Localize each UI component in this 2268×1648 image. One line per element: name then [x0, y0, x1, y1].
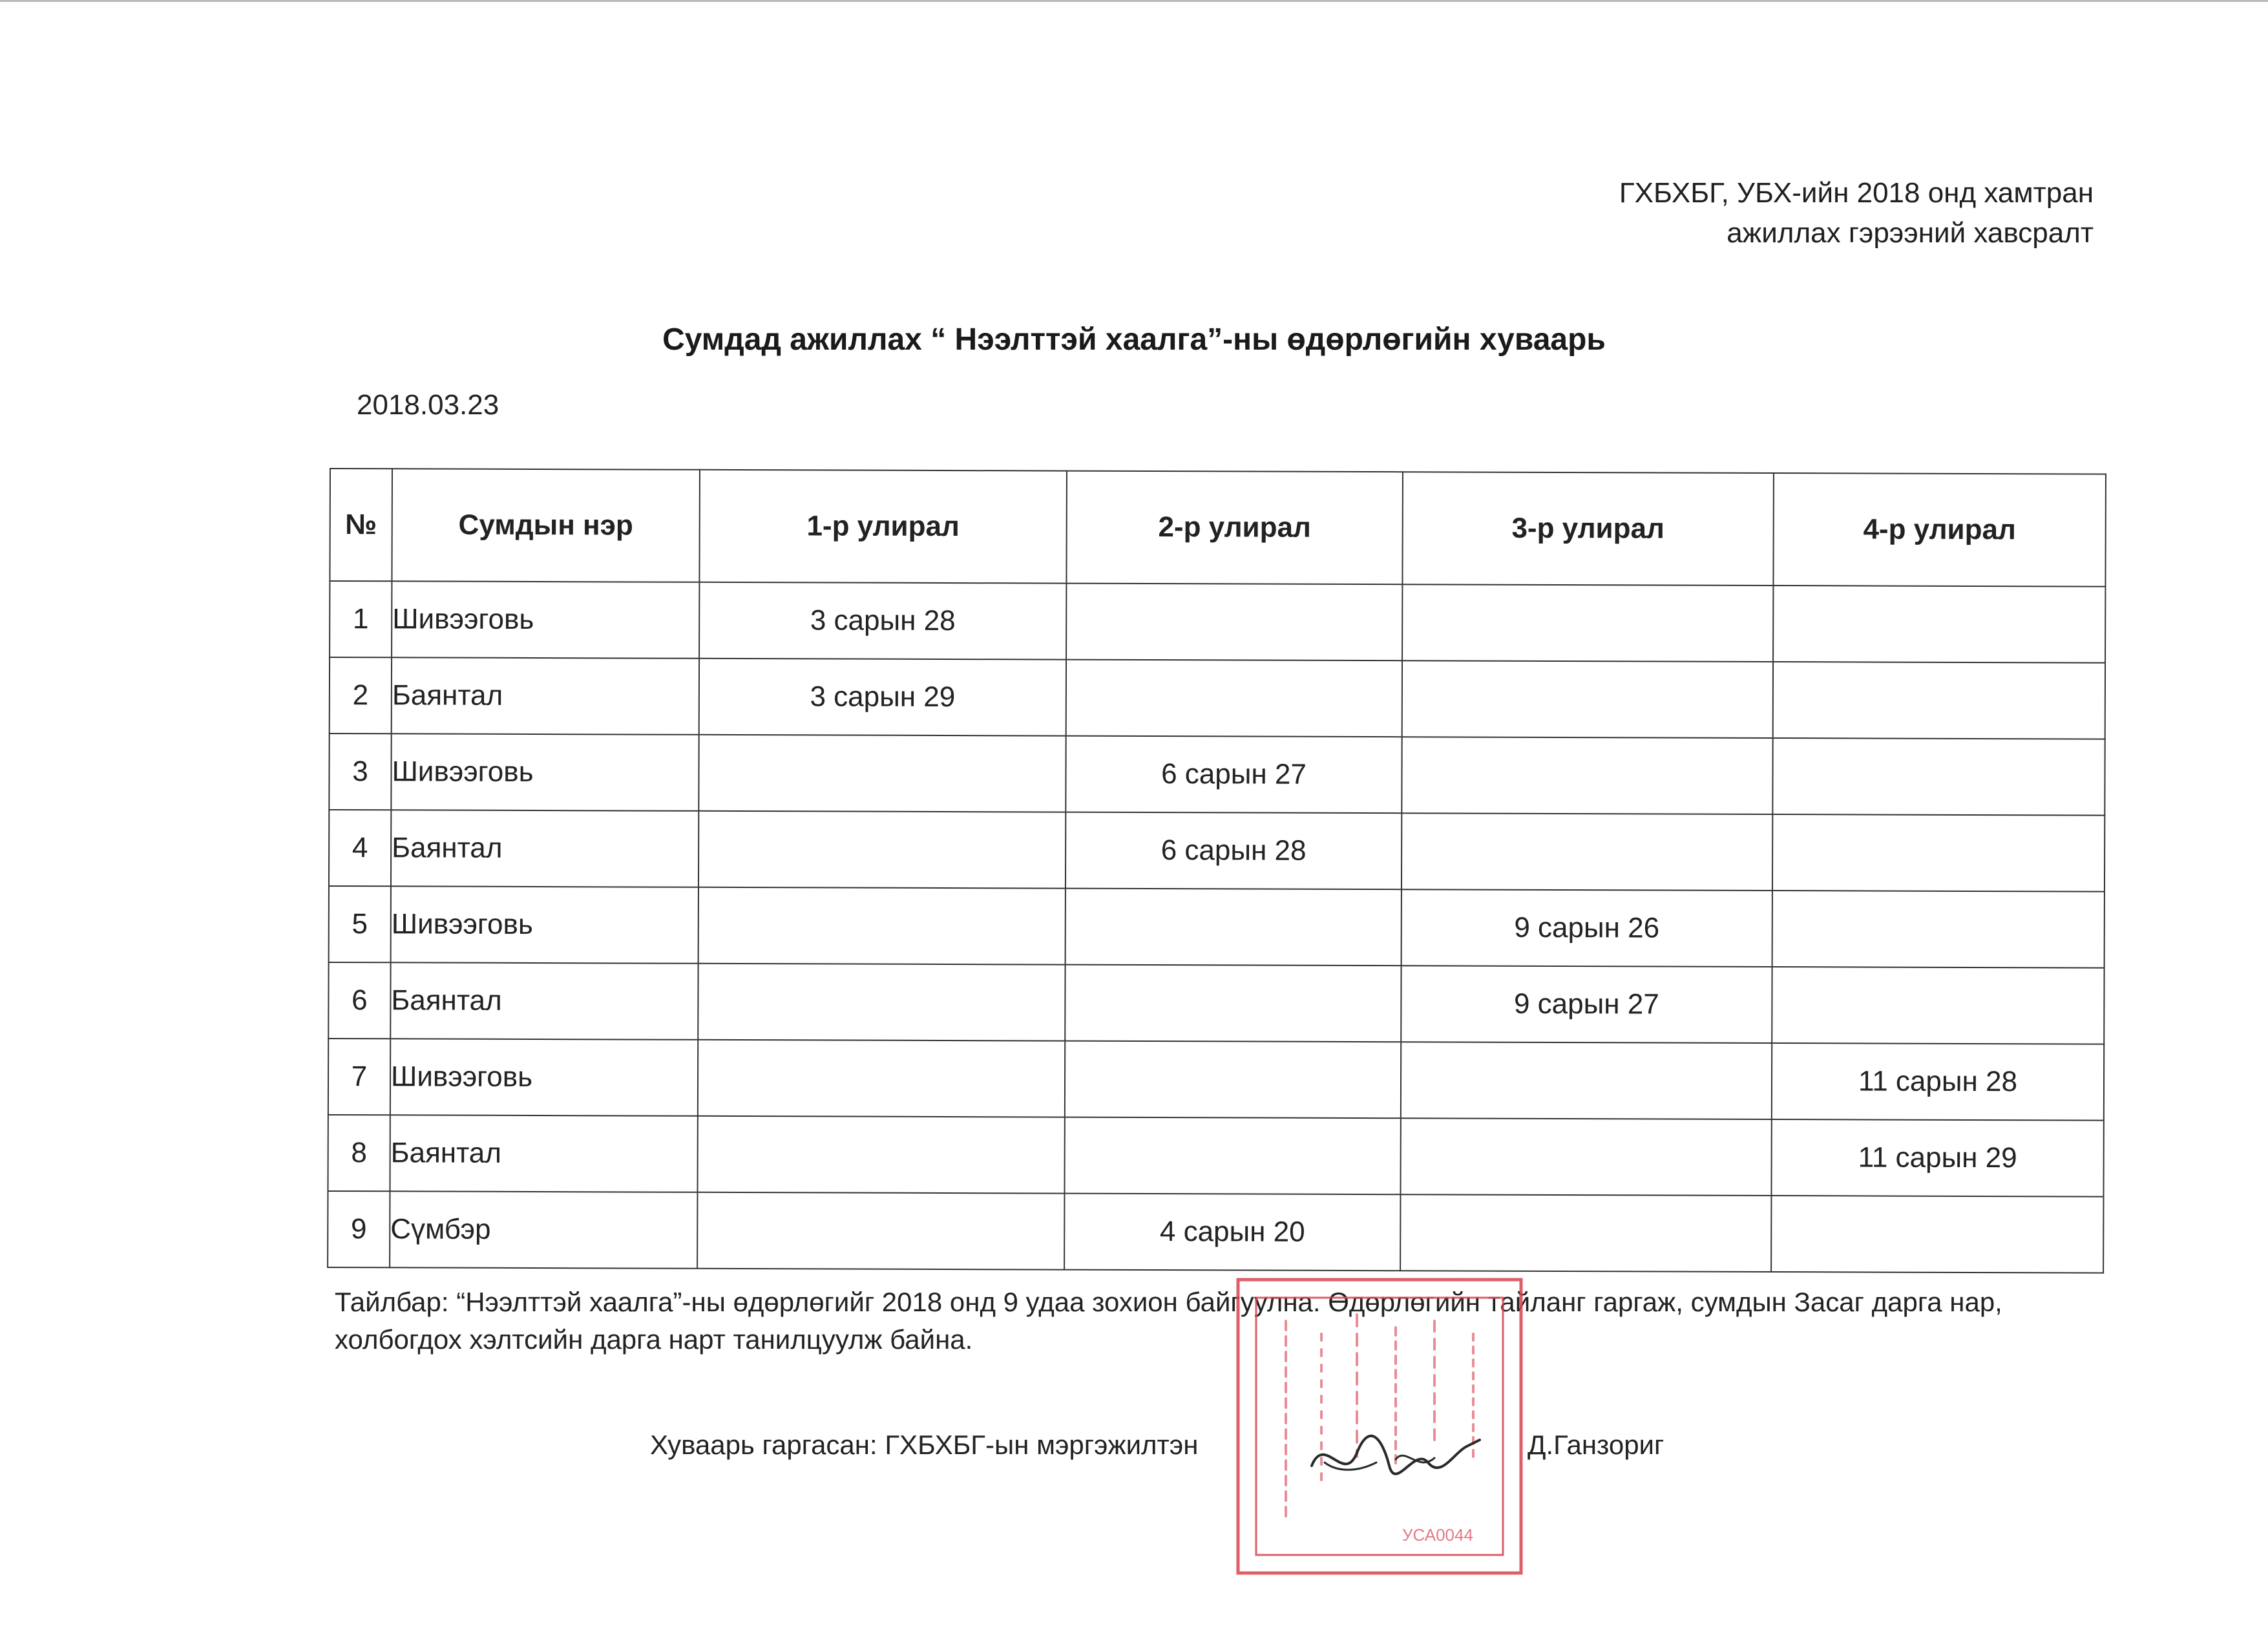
table-row — [329, 886, 2105, 968]
appendix-note-line1: ГХБХБГ, УБХ-ийн 2018 онд хамтран — [1619, 177, 2094, 209]
quarter-1-date — [698, 964, 1065, 1041]
quarter-2-date — [1064, 1117, 1400, 1195]
table-row — [330, 581, 2105, 663]
stamp-code: УСА0044 — [1402, 1525, 1473, 1545]
row-number: 1 — [330, 581, 392, 657]
table-row — [329, 810, 2105, 892]
quarter-3-date — [1402, 737, 1772, 814]
quarter-3-date — [1402, 584, 1773, 662]
soum-name: Баянтал — [392, 657, 699, 734]
soum-name: Баянтал — [390, 962, 698, 1039]
soum-name: Баянтал — [390, 1115, 697, 1192]
quarter-1-date — [698, 887, 1066, 965]
quarter-1-date: 3 сарын 29 — [699, 659, 1066, 736]
quarter-4-date — [1772, 891, 2105, 968]
quarter-3-date — [1400, 1194, 1771, 1272]
header-quarter-3: 3-р улирал — [1402, 472, 1774, 586]
row-number: 4 — [329, 810, 391, 886]
document-date: 2018.03.23 — [357, 389, 499, 421]
quarter-1-date — [697, 1116, 1064, 1194]
quarter-4-date — [1772, 967, 2104, 1044]
soum-name: Баянтал — [391, 810, 698, 887]
header-soum-name: Сумдын нэр — [392, 469, 700, 582]
row-number: 9 — [328, 1191, 390, 1267]
scan-edge — [0, 0, 2268, 2]
quarter-3-date: 9 сарын 26 — [1402, 889, 1772, 967]
table-row — [328, 1191, 2103, 1273]
signer-name: Д.Ганзориг — [1528, 1430, 1664, 1460]
quarter-2-date — [1066, 889, 1402, 966]
quarter-2-date: 6 сарын 28 — [1066, 812, 1402, 890]
row-number: 3 — [329, 734, 391, 810]
table-row — [328, 1115, 2103, 1197]
appendix-note-line2: ажиллах гэрээний хавсралт — [1727, 217, 2094, 249]
soum-name: Шивээговь — [391, 734, 698, 810]
quarter-1-date — [698, 1040, 1065, 1117]
quarter-3-date — [1402, 660, 1773, 738]
quarter-3-date: 9 сарын 27 — [1401, 966, 1772, 1043]
quarter-1-date: 3 сарын 28 — [699, 582, 1066, 660]
quarter-2-date — [1066, 660, 1402, 737]
header-quarter-2: 2-р улирал — [1066, 471, 1403, 585]
row-number: 5 — [329, 886, 391, 962]
soum-name: Сүмбэр — [390, 1191, 697, 1268]
document-title: Сумдад ажиллах “ Нээлттэй хаалга”-ны өдөрлөгийн хуваарь — [662, 322, 1606, 357]
table-header-row — [330, 469, 2106, 587]
quarter-1-date — [697, 1192, 1064, 1270]
row-number: 6 — [328, 962, 390, 1039]
quarter-4-date — [1773, 586, 2105, 663]
table-row — [328, 1039, 2104, 1121]
header-quarter-1: 1-р улирал — [699, 470, 1067, 584]
quarter-2-date — [1066, 584, 1402, 661]
quarter-2-date — [1065, 1041, 1401, 1119]
soum-name: Шивээговь — [390, 1039, 698, 1115]
quarter-3-date — [1400, 1118, 1771, 1196]
quarter-4-date — [1771, 1196, 2103, 1273]
quarter-1-date — [698, 811, 1066, 889]
quarter-4-date — [1772, 814, 2105, 892]
footnote: Тайлбар: “Нээлттэй хаалга”-ны өдөрлөгийг 2018 онд 9 удаа зохион байгуулна. Өдөрлөгийн тайланг гаргаж, сумдын Засаг дарга нар, холбогдох хэлтсийн дарга нарт танилцуулж байна. — [335, 1287, 2002, 1355]
quarter-2-date: 6 сарын 27 — [1066, 736, 1402, 814]
quarter-4-date — [1772, 738, 2105, 816]
schedule-table — [327, 468, 2106, 1274]
handwritten-signature — [1299, 1427, 1486, 1492]
table-row — [329, 734, 2105, 816]
quarter-3-date — [1402, 813, 1772, 891]
table-row — [330, 657, 2105, 739]
row-number: 7 — [328, 1039, 390, 1115]
quarter-2-date — [1065, 965, 1401, 1042]
quarter-4-date: 11 сарын 29 — [1771, 1119, 2103, 1197]
header-quarter-4: 4-р улирал — [1773, 473, 2106, 587]
quarter-4-date — [1773, 662, 2105, 739]
quarter-3-date — [1401, 1042, 1772, 1119]
header-number: № — [330, 469, 392, 581]
soum-name: Шивээговь — [391, 886, 698, 963]
official-stamp — [1234, 1276, 1525, 1577]
table-row — [328, 962, 2104, 1044]
row-number: 8 — [328, 1115, 390, 1191]
quarter-4-date: 11 сарын 28 — [1772, 1043, 2104, 1121]
quarter-1-date — [698, 735, 1066, 812]
soum-name: Шивээговь — [392, 581, 699, 658]
appendix-note — [1619, 173, 2094, 253]
row-number: 2 — [330, 657, 392, 734]
quarter-2-date: 4 сарын 20 — [1064, 1194, 1400, 1271]
signature-label: Хуваарь гаргасан: ГХБХБГ-ын мэргэжилтэн — [650, 1430, 1199, 1460]
